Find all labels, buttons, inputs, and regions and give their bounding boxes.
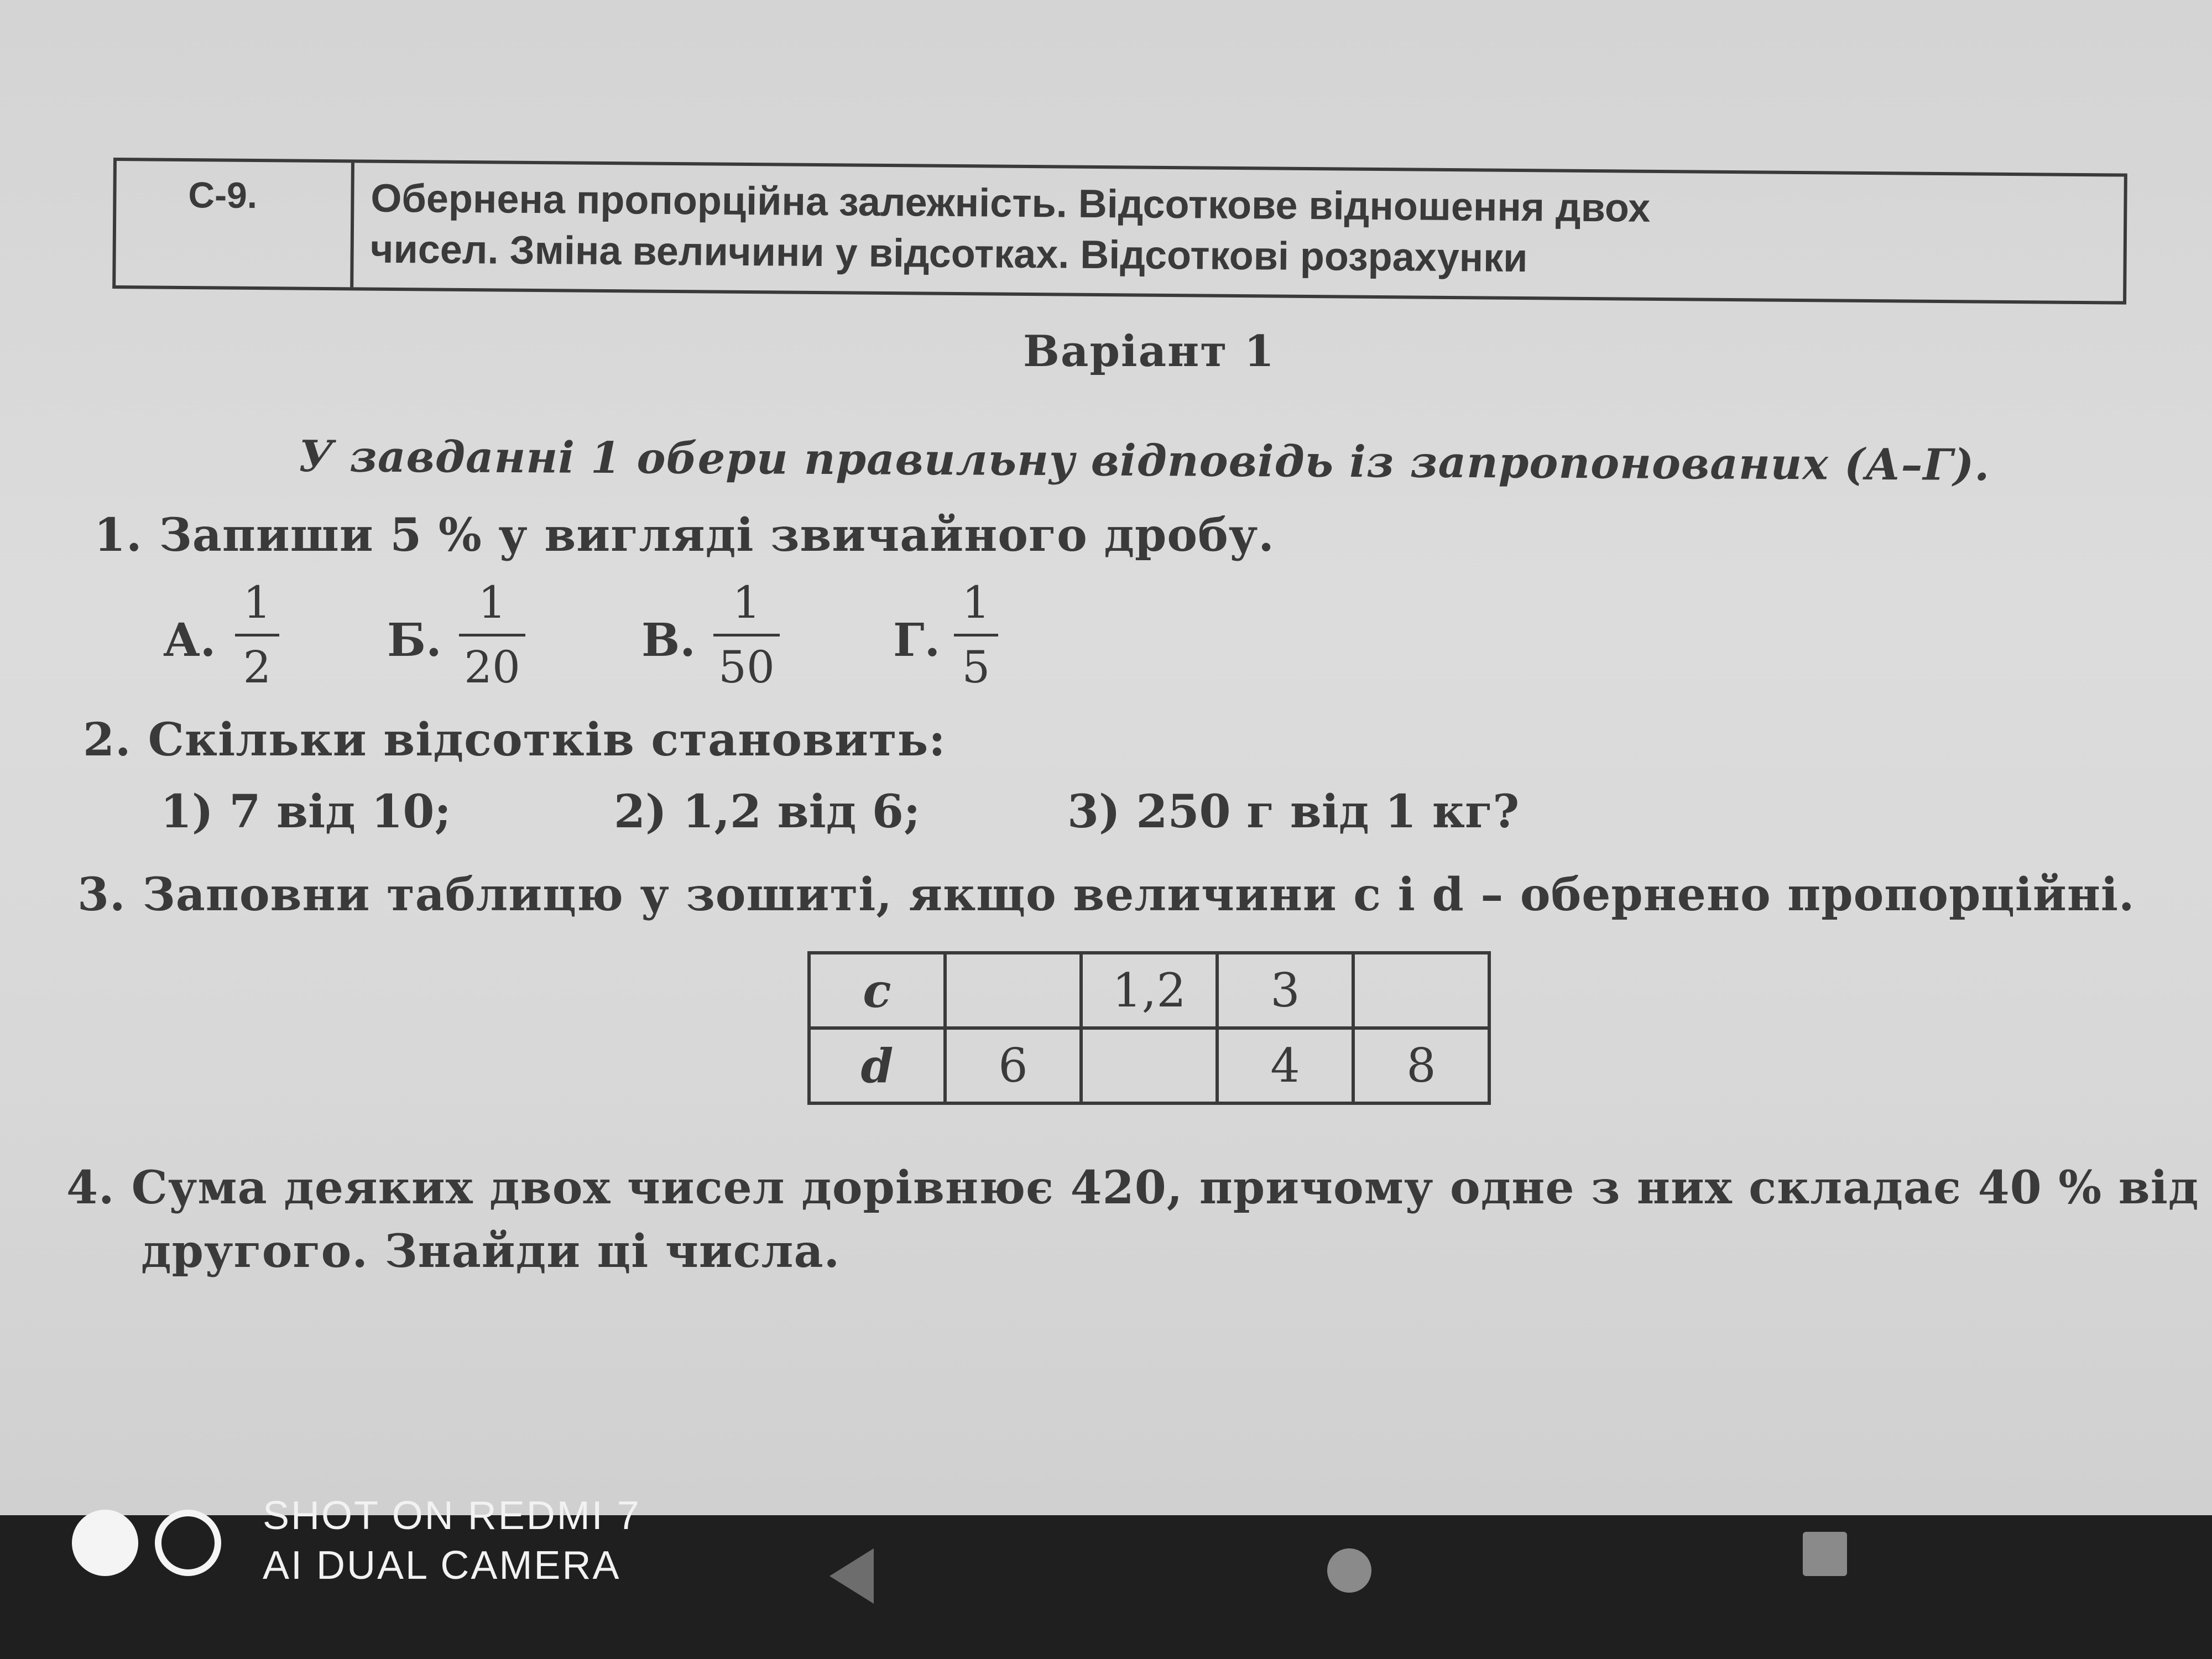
watermark-ring-icon (155, 1510, 221, 1576)
option-letter: Б. (387, 614, 442, 667)
fraction (459, 575, 525, 695)
section-title-line2: чисел. Зміна величини у відсотках. Відсоткові розрахунки (370, 227, 1528, 281)
fraction-denominator: 2 (243, 641, 272, 693)
section-title (353, 163, 2124, 301)
task-3-text: Заповни таблицю у зошиті, якщо величини c і d – обернено пропорційні. (142, 868, 2135, 921)
table-row (809, 1028, 1489, 1103)
task-4 (66, 1161, 2199, 1214)
table-cell: 6 (945, 1028, 1081, 1103)
section-title-line1: Обернена пропорційна залежність. Відсоткове відношення двох (371, 176, 1651, 231)
task-2 (83, 713, 946, 766)
table-cell: 8 (1353, 1028, 1489, 1103)
watermark-filled-circle-icon (72, 1510, 138, 1576)
task-1-number: 1. (94, 509, 143, 562)
task-3 (77, 868, 2135, 921)
task-1-options (163, 575, 1048, 708)
fraction-numerator: 1 (732, 577, 761, 628)
task-2-item: 3) 250 г від 1 кг? (1067, 785, 1520, 838)
fraction-numerator: 1 (962, 577, 990, 628)
task-4-line2: другого. Знайди ці числа. (141, 1225, 841, 1278)
fraction-numerator: 1 (478, 577, 507, 628)
table-cell (1353, 953, 1489, 1028)
fraction (954, 575, 998, 695)
task-4-line1: Сума деяких двох чисел дорівнює 420, причому одне з них складає 40 % від (131, 1161, 2199, 1214)
section-code: С-9. (116, 161, 354, 287)
task-2-item: 1) 7 від 10; (160, 785, 451, 838)
table-row-label: c (809, 953, 945, 1028)
task-3-number: 3. (77, 868, 126, 921)
task-1-text: Запиши 5 % у вигляді звичайного дробу. (159, 509, 1275, 562)
watermark-line1: SHOT ON REDMI 7 (263, 1494, 641, 1538)
table-cell: 1,2 (1081, 953, 1217, 1028)
table-cell (1081, 1028, 1217, 1103)
watermark-line2: AI DUAL CAMERA (263, 1543, 621, 1588)
proportion-table (807, 951, 1491, 1105)
task-1 (94, 509, 1275, 562)
table-row-label: d (809, 1028, 945, 1103)
option-letter: Г. (893, 614, 941, 667)
section-header-box (112, 158, 2127, 305)
fraction-bar (713, 634, 780, 637)
option-letter: В. (641, 614, 696, 667)
fraction-bar (954, 634, 998, 637)
home-icon[interactable] (1327, 1548, 1371, 1593)
fraction-numerator: 1 (243, 577, 272, 628)
table-cell (945, 953, 1081, 1028)
instruction-text: У завданні 1 обери правильну відповідь із запропонованих (А–Г). (298, 431, 1990, 491)
back-icon[interactable] (830, 1548, 874, 1604)
fraction (235, 575, 279, 695)
task-2-item: 2) 1,2 від 6; (614, 785, 921, 838)
recent-apps-icon[interactable] (1803, 1532, 1847, 1576)
fraction-bar (459, 634, 525, 637)
fraction-denominator: 5 (962, 641, 990, 693)
table-cell: 3 (1217, 953, 1353, 1028)
fraction-bar (235, 634, 279, 637)
table-row (809, 953, 1489, 1028)
table-cell: 4 (1217, 1028, 1353, 1103)
task-4-number: 4. (66, 1161, 115, 1214)
option-letter: А. (163, 614, 216, 667)
fraction-denominator: 20 (464, 641, 520, 693)
task-2-number: 2. (83, 713, 132, 766)
fraction (713, 575, 780, 695)
fraction-denominator: 50 (718, 641, 775, 693)
variant-heading: Варіант 1 (1023, 326, 1276, 377)
task-4-continuation (141, 1225, 840, 1278)
task-2-text: Скільки відсотків становить: (148, 713, 946, 766)
